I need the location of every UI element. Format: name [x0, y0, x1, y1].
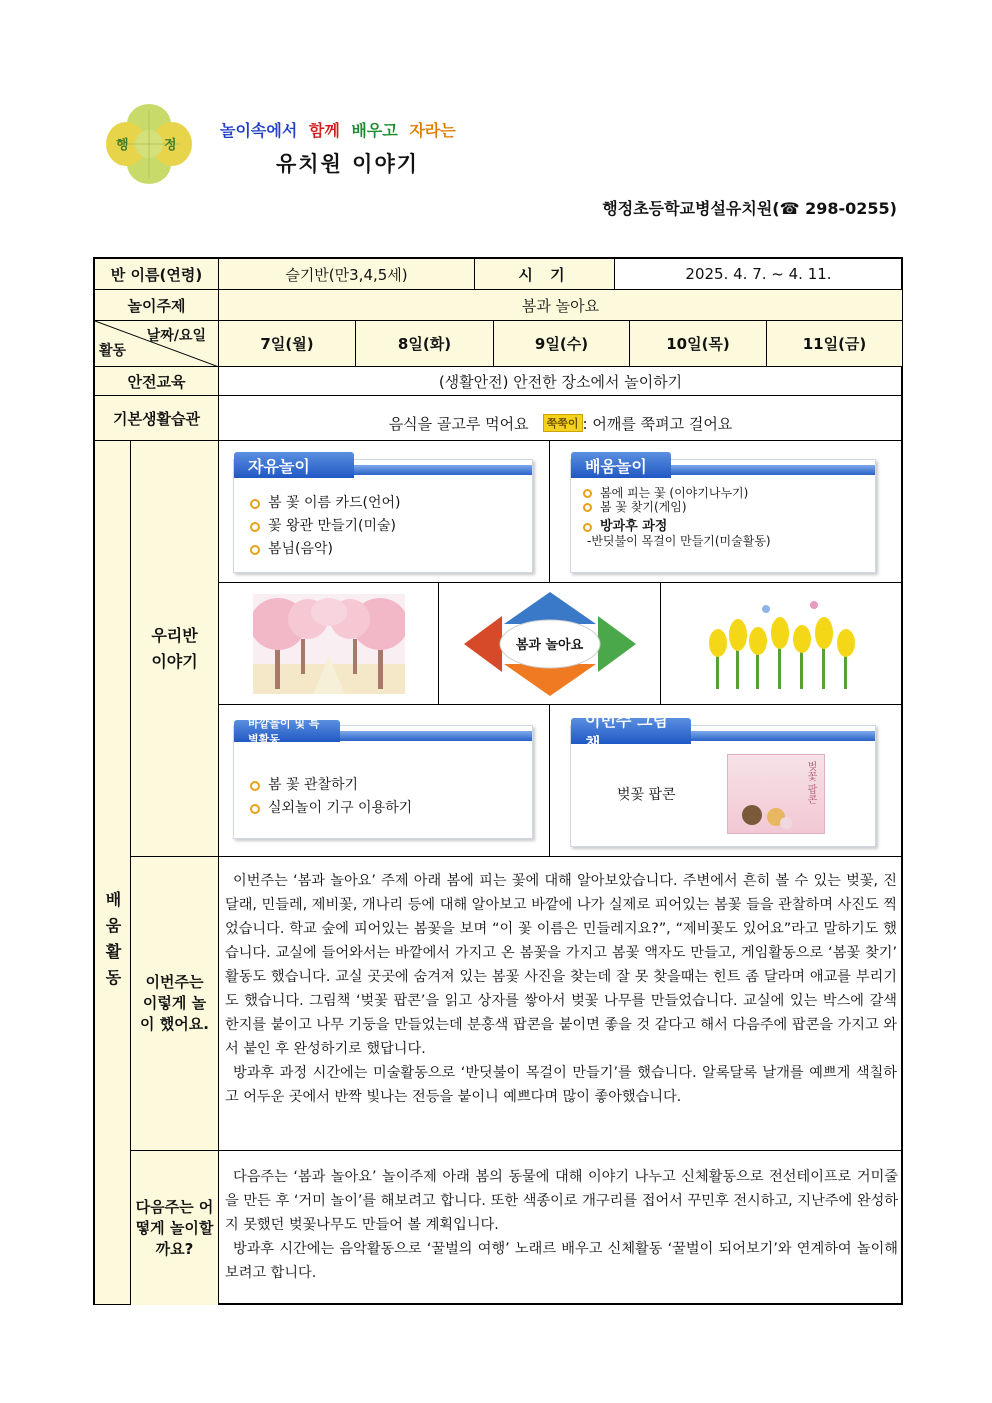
theme-diagram-cell	[439, 583, 661, 705]
learning-play-item: 봄에 피는 꽃 (이야기나누기)	[583, 486, 771, 500]
center-theme: 봄과 놀아요	[515, 638, 584, 653]
book-cell	[550, 705, 903, 857]
next-week-label: 다음주는 어떻게 놀이할까요?	[131, 1151, 219, 1305]
book-title: 이번주 그림책	[571, 718, 691, 744]
period-value: 2025. 4. 7. ~ 4. 11.	[615, 259, 903, 290]
safety-label: 안전교육	[95, 367, 219, 396]
book-box	[570, 711, 876, 847]
class-value: 슬기반(만3,4,5세)	[219, 259, 475, 290]
learning-activity-label: 배움활동	[95, 441, 131, 1305]
after-school-item: -반딧불이 목걸이 만들기(미술활동)	[587, 534, 771, 548]
this-week-paragraph-1: 이번주는 ‘봄과 놀아요’ 주제 아래 봄에 피는 꽃에 대해 알아보았습니다. 주변에서 흔히 볼 수 있는 벚꽃, 진달래, 민들레, 제비꽃, 개나리 등에 대해 알아보고 바깥에 나가 실제로 피어있는 봄꽃 들을 관찰하며 사진도 찍었습니다. 학교 숲에 피어있는 봄꽃을 보며 “이 꽃 이름은 민들레지요?”, “제비꽃도 있어요”라고 말하기도 했습니다. 교실에 들어와서는 바깥에서 가지고 온 봄꽃을 가지고 봄꽃 액자도 만들고, 게임활동으로 ‘봄꽃 찾기’ 활동도 했습니다. 교실 곳곳에 숨겨져 있는 봄꽃 사진을 찾는데 잘 못 찾을때는 힌트 좀 달라며 애교를 부리기도 했습니다. 그림책 ‘벚꽃 팝콘’을 읽고 상자를 쌓아서 벚꽃 나무를 만들었습니다. 교실에 있는 박스에 갈색 한지를 붙이고 나무 기둥을 만들었는데 분홍색 팝콘을 붙이면 좋을 것 같다고 해서 다음주에 팝콘을 가지고 와서 붙인 후 완성하기로 했답니다.	[225, 873, 898, 1057]
learning-play-title: 배움놀이	[571, 452, 671, 478]
book-name: 벚꽃 팝콘	[617, 787, 676, 803]
free-play-item: 꽃 왕관 만들기(미술)	[250, 515, 400, 538]
slogan-part-3: 배우고	[351, 121, 398, 140]
next-week-paragraph-1: 다음주는 ‘봄과 놀아요’ 놀이주제 아래 봄의 동물에 대해 이야기 나누고 신체활동으로 전선테이프로 거미줄을 만든 후 ‘거미 놀이’를 해보려고 합니다. 또한 색종이로 개구리를 접어서 꾸민후 전시하고, 지난주에 완성하지 못했던 벚꽃나무도 만들어 볼 계획입니다.	[225, 1169, 898, 1233]
date-label: 날짜/요일	[146, 328, 206, 344]
free-play-item: 봄님(음악)	[250, 538, 400, 561]
outdoor-item: 봄 꽃 관찰하기	[250, 774, 412, 797]
habit-text-2: : 어깨를 쭉펴고 걸어요	[582, 414, 733, 433]
free-play-cell	[219, 441, 550, 583]
cherry-blossom-image-cell	[219, 583, 439, 705]
weekly-plan-table	[93, 257, 903, 1305]
period-label: 시 기	[475, 259, 615, 290]
free-play-item: 봄 꽃 이름 카드(언어)	[250, 492, 400, 515]
class-story-label: 우리반 이야기	[131, 441, 219, 857]
kindergarten-logo	[104, 102, 194, 186]
after-school-title: 방과후 과정	[583, 520, 771, 534]
day-tue: 8일(화)	[356, 321, 494, 367]
cherry-blossom-image	[253, 594, 405, 694]
slogan-part-1: 놀이속에서	[220, 121, 298, 140]
date-activity-header	[95, 321, 219, 367]
canola-flower-image	[706, 599, 858, 689]
free-play-box	[233, 456, 533, 573]
page-title: 유치원 이야기	[276, 152, 420, 176]
canola-flower-image-cell	[661, 583, 903, 705]
slogan-part-2: 함께	[308, 121, 340, 140]
habit-text-1: 음식을 골고루 먹어요	[388, 414, 529, 433]
day-thu: 10일(목)	[630, 321, 767, 367]
habit-label: 기본생활습관	[95, 396, 219, 441]
outdoor-box	[233, 717, 533, 839]
logo-text-right: 정	[164, 138, 177, 153]
book-cover-title: 벚꽃 팝콘	[805, 761, 816, 805]
activity-label: 활동	[99, 343, 127, 359]
school-name: 행정초등학교병설유치원(☎ 298-0255)	[602, 199, 897, 218]
this-week-label: 이번주는 이렇게 놀이 했어요.	[131, 857, 219, 1151]
free-play-title: 자유놀이	[234, 452, 354, 478]
slogan	[220, 118, 462, 141]
this-week-text	[219, 857, 903, 1151]
book-cover	[727, 754, 825, 834]
habit-badge: 쭉쭉이	[543, 414, 583, 432]
learning-play-cell	[550, 441, 903, 583]
day-wed: 9일(수)	[494, 321, 630, 367]
outdoor-cell	[219, 705, 550, 857]
theme-label: 놀이주제	[95, 290, 219, 321]
next-week-text	[219, 1151, 903, 1305]
logo-text-left: 행	[116, 138, 129, 153]
learning-play-item: 봄 꽃 찾기(게임)	[583, 500, 771, 514]
day-fri: 11일(금)	[767, 321, 903, 367]
safety-value: (생활안전) 안전한 장소에서 놀이하기	[219, 367, 903, 396]
class-label: 반 이름(연령)	[95, 259, 219, 290]
next-week-paragraph-2: 방과후 시간에는 음악활동으로 ‘꿀벌의 여행’ 노래르 배우고 신체활동 ‘꿀벌이 되어보기’와 연계하여 놀이해보려고 합니다.	[225, 1241, 898, 1281]
habit-value	[219, 396, 903, 441]
theme-value: 봄과 놀아요	[219, 290, 903, 321]
outdoor-item: 실외놀이 기구 이용하기	[250, 797, 412, 820]
outdoor-title: 바깥놀이 및 특별활동	[234, 720, 340, 742]
learning-play-box	[570, 456, 876, 573]
slogan-part-4: 자라는	[409, 121, 456, 140]
this-week-paragraph-2: 방과후 과정 시간에는 미술활동으로 ‘반딧불이 목걸이 만들기’를 했습니다. 알록달록 날개를 예쁘게 색칠하고 어두운 곳에서 반짝 빛나는 전등을 붙이니 예쁘다며 많이 좋아했습니다.	[225, 1065, 897, 1105]
day-mon: 7일(월)	[219, 321, 356, 367]
